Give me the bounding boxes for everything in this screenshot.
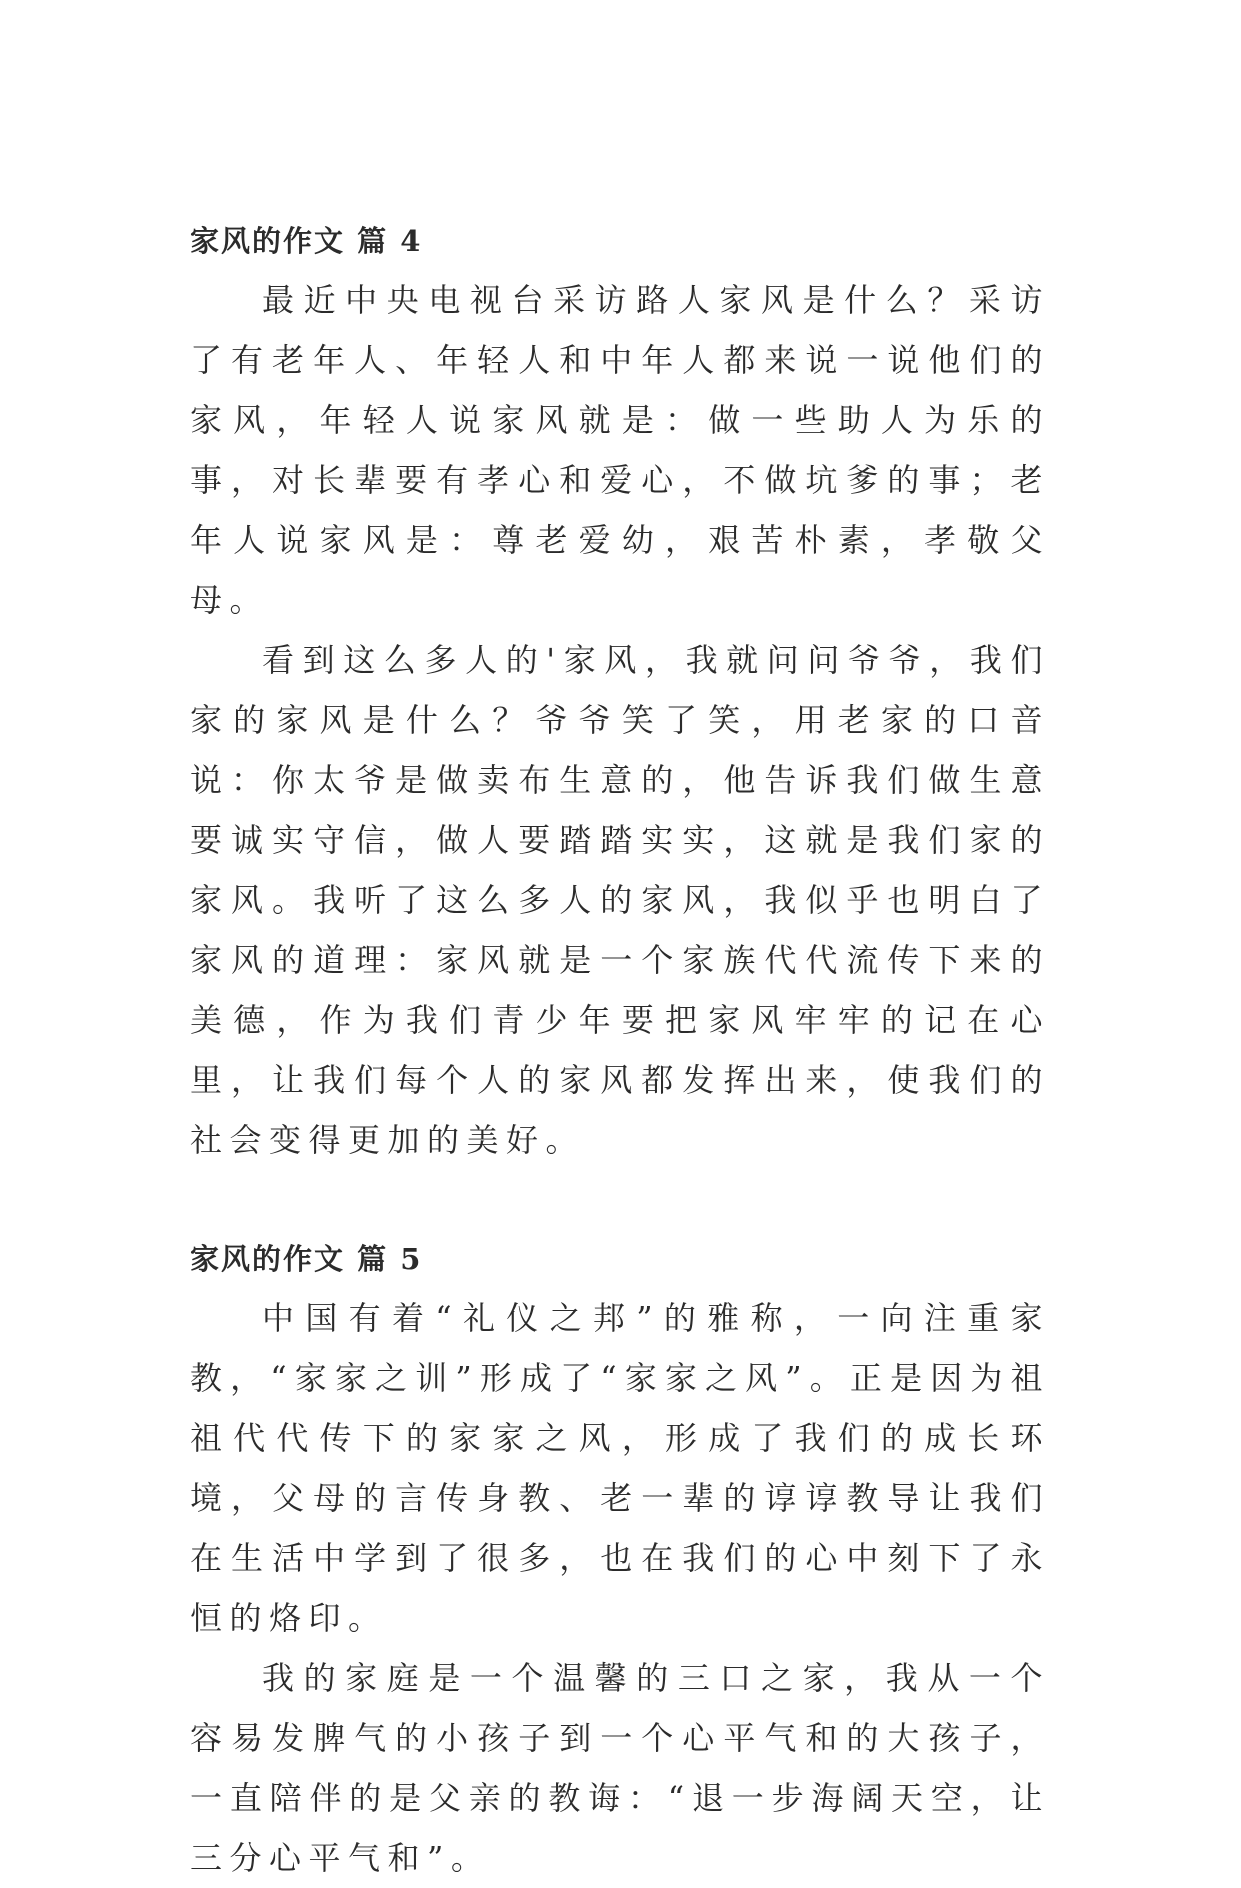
section-title-5: 家风的作文 篇 5 bbox=[190, 1242, 423, 1276]
paragraph: 中国有着“礼仪之邦”的雅称，一向注重家教，“家家之训”形成了“家家之风”。正是因为祖祖代代传下的家家之风，形成了我们的成长环境，父母的言传身教、老一辈的谆谆教导让我们在生活中学到了很多，也在我们的心中刻下了永恒的烙印。 bbox=[190, 1299, 1050, 1637]
section-title-4: 家风的作文 篇 4 bbox=[190, 224, 423, 258]
document-body bbox=[190, 212, 1050, 1888]
section-spacer bbox=[190, 1170, 1050, 1230]
paragraph: 看到这么多人的'家风，我就问问爷爷，我们家的家风是什么？爷爷笑了笑，用老家的口音说：你太爷是做卖布生意的，他告诉我们做生意要诚实守信，做人要踏踏实实，这就是我们家的家风。我听了这么多人的家风，我似乎也明白了家风的道理：家风就是一个家族代代流传下来的美德，作为我们青少年要把家风牢牢的记在心里，让我们每个人的家风都发挥出来，使我们的社会变得更加的美好。 bbox=[190, 641, 1050, 1159]
paragraph: 我的家庭是一个温馨的三口之家，我从一个容易发脾气的小孩子到一个心平气和的大孩子，一直陪伴的是父亲的教诲：“退一步海阔天空，让三分心平气和”。 bbox=[190, 1659, 1050, 1877]
paragraph: 最近中央电视台采访路人家风是什么？采访了有老年人、年轻人和中年人都来说一说他们的家风，年轻人说家风就是：做一些助人为乐的事，对长辈要有孝心和爱心，不做坑爹的事；老年人说家风是：尊老爱幼，艰苦朴素，孝敬父母。 bbox=[190, 281, 1050, 619]
